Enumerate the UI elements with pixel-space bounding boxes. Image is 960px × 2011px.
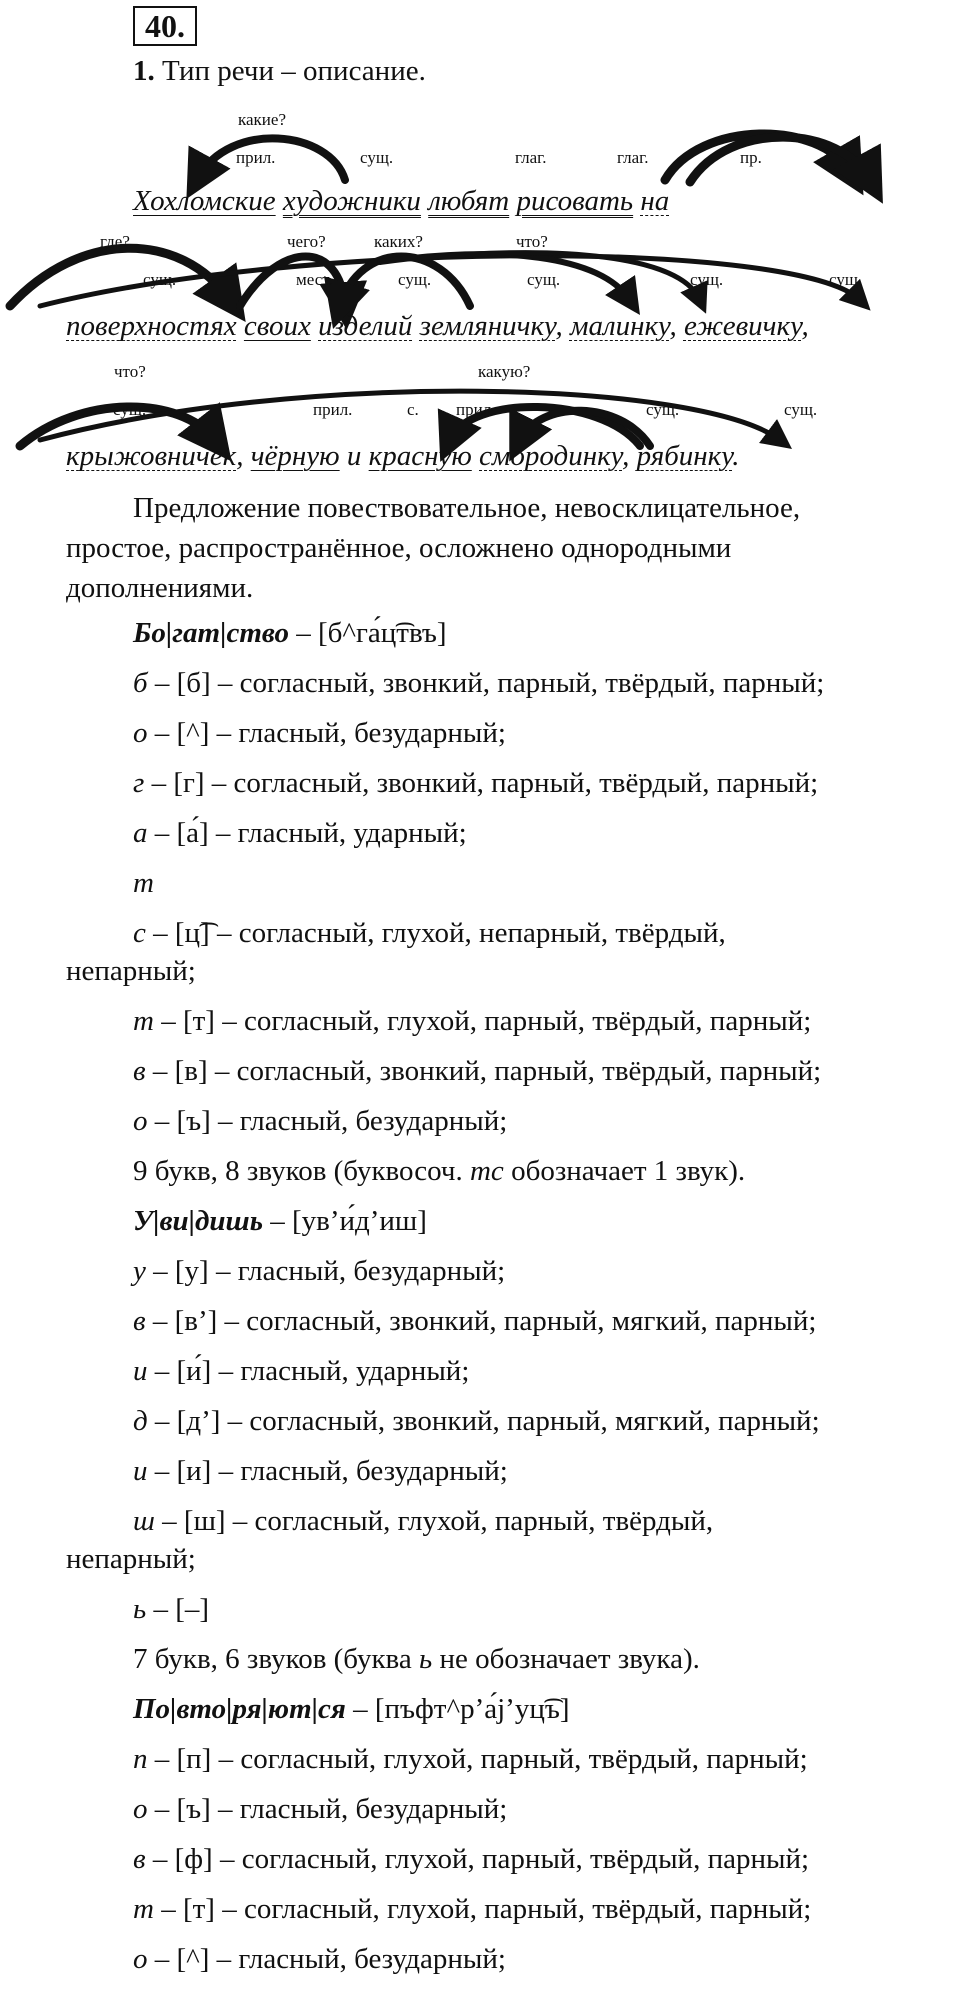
word-3-header <box>66 1690 946 1740</box>
word-hohlomskie: Хохломские <box>133 185 276 217</box>
letter: у <box>133 1255 146 1287</box>
lbl-pr: пр. <box>740 148 762 167</box>
lbl-sush-3: сущ. <box>527 270 561 289</box>
phonetic-analysis <box>66 614 946 1990</box>
letter: п <box>133 1743 148 1775</box>
sound-description: – [в] – согласный, звонкий, парный, твёрдый, парный; <box>145 1055 822 1087</box>
sound-description: – [в’] – согласный, звонкий, парный, мягкий, парный; <box>145 1305 817 1337</box>
letter: ш <box>133 1505 155 1537</box>
sound-row <box>66 1940 946 1990</box>
sentence-characteristics: Предложение повествовательное, невосклицательное, простое, распространённое, осложнено однородными дополнениями. <box>66 492 801 604</box>
lbl-pril: прил. <box>236 148 276 167</box>
letter: в <box>133 1055 146 1087</box>
word-krasnuyu: красную <box>368 440 472 472</box>
word-3-syllables: По|вто|ря|ют|ся <box>133 1693 346 1725</box>
sound-row <box>66 1840 946 1890</box>
sound-description: – [т] – согласный, глухой, парный, твёрдый, парный; <box>153 1893 812 1925</box>
word-hudozhniki: художники <box>282 185 421 217</box>
word-poverhnostyah: поверхностях <box>66 310 237 342</box>
lbl-sush-4: сущ. <box>690 270 724 289</box>
word-1-transcription: – [б^га́ц͡твъ] <box>288 617 447 649</box>
lbl-sush-3-1: сущ. <box>113 400 147 419</box>
sentence-line-1 <box>133 182 669 220</box>
letter: т <box>133 1893 154 1925</box>
lbl-sush-5: сущ. <box>829 270 863 289</box>
sound-row <box>66 914 946 952</box>
sound-row <box>66 1302 946 1352</box>
word-smorodinku: смородинку <box>479 440 623 472</box>
lbl-sush: сущ. <box>360 148 394 167</box>
word-svoih: своих <box>243 310 311 342</box>
sound-row <box>66 1452 946 1502</box>
sound-description: – [ъ] – гласный, безударный; <box>147 1105 508 1137</box>
sound-row-continuation <box>66 952 946 1002</box>
sound-row <box>66 714 946 764</box>
word-izdeliy: изделий <box>318 310 413 342</box>
word-kryzhovnichek: крыжовничек <box>66 440 237 472</box>
sound-row <box>66 1740 946 1790</box>
word-lyubyat: любят <box>428 185 510 217</box>
q-chego: чего? <box>287 232 326 251</box>
sound-description: – [а́] – гласный, ударный; <box>147 817 467 849</box>
letter: т <box>133 1005 154 1037</box>
lbl-s: с. <box>407 400 419 419</box>
sound-row <box>66 1102 946 1152</box>
comma: , <box>236 440 244 472</box>
sound-row <box>66 1352 946 1402</box>
q-gde: где? <box>100 232 130 251</box>
sound-row <box>66 764 946 814</box>
sound-description: – [д’] – согласный, звонкий, парный, мягкий, парный; <box>147 1405 820 1437</box>
word-1-syllables: Бо|гат|ство <box>133 617 289 649</box>
sound-row <box>66 1252 946 1302</box>
sound-row <box>66 1002 946 1052</box>
letter: о <box>133 1105 148 1137</box>
comma: , <box>622 440 630 472</box>
word-zemlyanichku: земляничку <box>419 310 556 342</box>
sound-row <box>66 1790 946 1840</box>
sound-description: непарный; <box>66 1543 196 1575</box>
sound-description: – [п] – согласный, глухой, парный, твёрдый, парный; <box>147 1743 808 1775</box>
word-1-summary: 9 букв, 8 звуков (буквосоч. тс обозначает 1 звук). <box>133 1155 746 1187</box>
lbl-pril-3-1: прил. <box>313 400 353 419</box>
sound-description: – [г] – согласный, звонкий, парный, твёрдый, парный; <box>144 767 819 799</box>
word-i: и <box>346 440 362 472</box>
letter: ь <box>133 1593 147 1625</box>
comma: , <box>801 310 809 342</box>
lbl-pril-3-2: прил. <box>456 400 496 419</box>
word-2-transcription: – [ув’и́д’иш] <box>262 1205 427 1237</box>
word-malinku: малинку <box>569 310 670 342</box>
task-text: Тип речи – описание. <box>154 55 426 87</box>
letter: в <box>133 1843 146 1875</box>
letter: о <box>133 717 148 749</box>
letter: т <box>133 867 154 899</box>
sound-row-continuation <box>66 1540 946 1590</box>
letter: г <box>133 767 145 799</box>
sound-description: – [ъ] – гласный, безударный; <box>147 1793 508 1825</box>
letter: в <box>133 1305 146 1337</box>
word-3-transcription: – [пъфт^р’а́j’уц͡ъ] <box>345 1693 570 1725</box>
sentence-line-2 <box>66 307 809 345</box>
lbl-glag-1: глаг. <box>515 148 547 167</box>
word-chernuyu: чёрную <box>250 440 340 472</box>
sound-description: – [у] – гласный, безударный; <box>145 1255 506 1287</box>
lbl-sush-3-2: сущ. <box>646 400 680 419</box>
q-chto-3: что? <box>114 362 146 381</box>
sound-description: – [^] – гласный, безударный; <box>147 717 506 749</box>
sound-row <box>66 1402 946 1452</box>
word-na: на <box>640 185 670 217</box>
lbl-glag-2: глаг. <box>617 148 649 167</box>
sound-description: – [ш] – согласный, глухой, парный, твёрдый, <box>154 1505 714 1537</box>
sentence-line-3 <box>66 437 740 475</box>
comma: , <box>555 310 563 342</box>
sound-row <box>66 864 946 914</box>
q-kakie: какие? <box>238 110 286 129</box>
q-kakuyu: какую? <box>478 362 531 381</box>
letter: д <box>133 1405 148 1437</box>
letter: с <box>133 917 146 949</box>
lbl-sush-1: сущ. <box>143 270 177 289</box>
q-kakih: каких? <box>374 232 423 251</box>
word-risovat: рисовать <box>516 185 634 217</box>
sound-row <box>66 1052 946 1102</box>
letter: б <box>133 667 148 699</box>
word-ezhevichku: ежевичку <box>683 310 802 342</box>
sound-description: – [ц͡] – согласный, глухой, непарный, твёрдый, <box>145 917 726 949</box>
word-2-syllables: У|ви|дишь <box>133 1205 263 1237</box>
lbl-mest: мест. <box>296 270 333 289</box>
sound-description: – [и] – гласный, безударный; <box>147 1455 508 1487</box>
sound-row <box>66 814 946 864</box>
word-2-header <box>66 1202 946 1252</box>
task-number: 1. <box>133 55 155 87</box>
period: . <box>732 440 740 472</box>
sound-description: – [и́] – гласный, ударный; <box>147 1355 470 1387</box>
sound-description: – [т] – согласный, глухой, парный, твёрдый, парный; <box>153 1005 812 1037</box>
lbl-sush-3-3: сущ. <box>784 400 818 419</box>
q-chto: что? <box>516 232 548 251</box>
letter: о <box>133 1943 148 1975</box>
word-2-summary: 7 букв, 6 звуков (буква ь не обозначает звука). <box>133 1643 700 1675</box>
sound-description: – [б] – согласный, звонкий, парный, твёрдый, парный; <box>147 667 825 699</box>
sound-description: – [–] <box>146 1593 210 1625</box>
exercise-number: 40. <box>133 6 197 46</box>
sound-row <box>66 1502 946 1540</box>
lbl-sush-2: сущ. <box>398 270 432 289</box>
letter: а <box>133 817 148 849</box>
letter: о <box>133 1793 148 1825</box>
sound-row <box>66 664 946 714</box>
comma: , <box>669 310 677 342</box>
sound-row <box>66 1590 946 1640</box>
word-1-header <box>66 614 946 664</box>
letter: и <box>133 1355 148 1387</box>
sound-description: – [ф] – согласный, глухой, парный, твёрдый, парный; <box>145 1843 810 1875</box>
letter: и <box>133 1455 148 1487</box>
word-ryabinku: рябинку <box>636 440 733 472</box>
sound-description: – [^] – гласный, безударный; <box>147 1943 506 1975</box>
sound-description: непарный; <box>66 955 196 987</box>
sound-row <box>66 1890 946 1940</box>
